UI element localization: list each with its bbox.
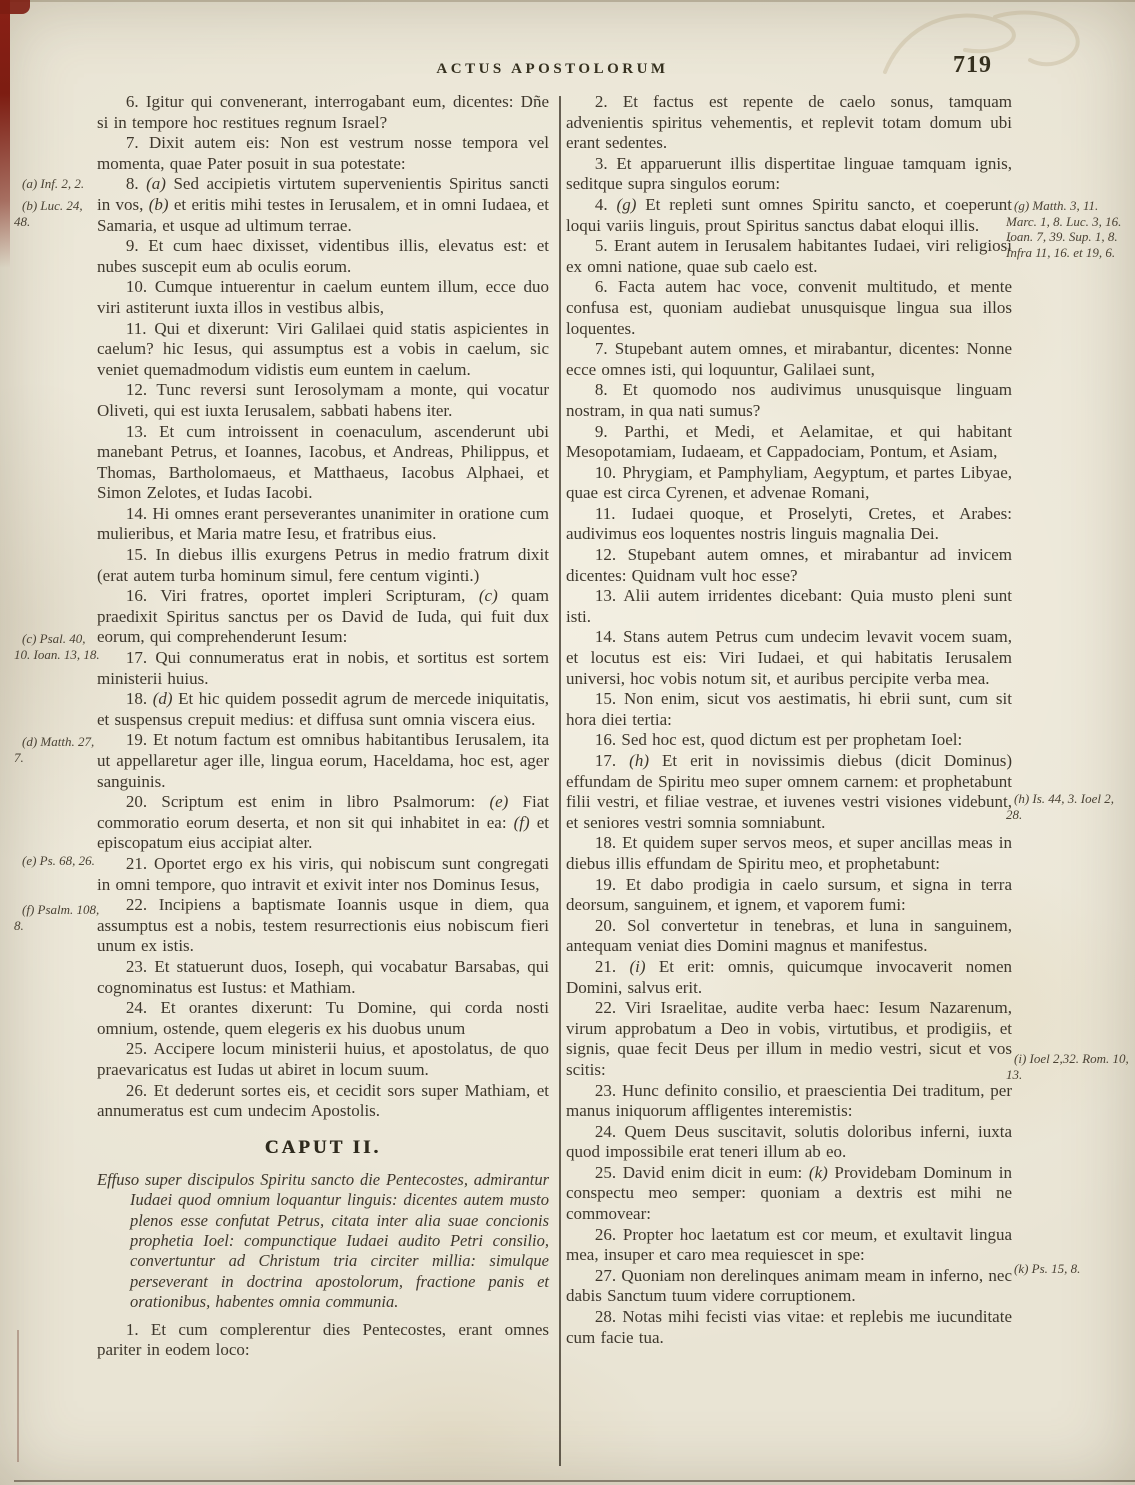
verse-paragraph: 14. Stans autem Petrus cum undecim levavit vocem suam, et locutus est eis: Viri Iudaei, et qui habitatis Ierusalem universi, hoc vobis notum sit, et auribus percipite verba mea.: [566, 627, 1012, 688]
verse-paragraph: 6. Facta autem hac voce, convenit multitudo, et mente confusa est, quoniam audiebat unusquisque lingua sua illos loquentes.: [566, 277, 1012, 338]
verse-paragraph: 15. Non enim, sicut vos aestimatis, hi ebrii sunt, cum sit hora diei tertia:: [566, 689, 1012, 729]
verse-paragraph: 26. Propter hoc laetatum est cor meum, et exultavit lingua mea, insuper et caro mea requiescet in spe:: [566, 1224, 1012, 1265]
verse-paragraph: 26. Et dederunt sortes eis, et cecidit sors super Mathiam, et annumeratus est cum undecim Apostolis.: [97, 1080, 549, 1121]
verse-paragraph: 6. Igitur qui convenerant, interrogabant eum, dicentes: Dñe si in tempore hoc restitues regnum Israel?: [97, 92, 549, 132]
scan-left-crease: [17, 1330, 19, 1462]
verse-paragraph: 20. Sol convertetur in tenebras, et luna in sanguinem, antequam veniat dies Domini magnus et manifestus.: [566, 915, 1012, 956]
column-divider-rule: [559, 96, 561, 1466]
acts1-verse-list: [97, 92, 549, 1122]
running-header: [95, 60, 1010, 78]
acts2-verse-list-continued: [566, 92, 1012, 1348]
right-text-column: [566, 92, 1012, 1348]
verse-paragraph: 17. Qui connumeratus erat in nobis, et sortitus est sortem ministerii huius.: [97, 648, 549, 688]
margin-note-f: (f) Psalm. 108, 8.: [14, 902, 100, 933]
verse-paragraph: 20. Scriptum est enim in libro Psalmorum: (e) Fiat commoratio eorum deserta, et non sit qui inhabitet in ea: (f) et episcopatum eius accipiat alter.: [97, 792, 549, 853]
verse-paragraph: 19. Et notum factum est omnibus habitantibus Ierusalem, ita ut appellaretur ager ille, lingua eorum, Haceldama, hoc est, ager sanguinis.: [97, 730, 549, 791]
verse-paragraph: 12. Tunc reversi sunt Ierosolymam a monte, qui vocatur Oliveti, qui est iuxta Ierusalem, sabbati habens iter.: [97, 380, 549, 420]
scan-red-edge-mark: [0, 0, 10, 268]
verse-paragraph: 18. Et quidem super servos meos, et super ancillas meas in diebus illis effundam de Spiritu meo, et prophetabunt:: [566, 833, 1012, 873]
chapter-heading: CAPUT II.: [264, 1136, 382, 1158]
verse-paragraph: 16. Sed hoc est, quod dictum est per prophetam Ioel:: [594, 730, 963, 750]
verse-paragraph: 9. Parthi, et Medi, et Aelamitae, et qui habitant Mesopotamiam, Iudaeam, et Cappadociam, Pontum, et Asiam,: [566, 421, 1012, 462]
verse-paragraph: 13. Et cum introissent in coenaculum, ascenderunt ubi manebant Petrus, et Ioannes, Iacobus, et Andreas, Philippus, et Thomas, Bartholomaeus, et Matthaeus, Iacobus Alphaei, et Simon Zelotes, et Iudas Iacobi.: [97, 421, 549, 503]
verse-paragraph: 14. Hi omnes erant perseverantes unanimiter in oratione cum mulieribus, et Maria matre Iesu, et fratribus eius.: [97, 503, 549, 544]
verse-paragraph: 24. Et orantes dixerunt: Tu Domine, qui corda nosti omnium, ostende, quem elegeris ex his duobus unum: [97, 998, 549, 1038]
verse-paragraph: 18. (d) Et hic quidem possedit agrum de mercede iniquitatis, et suspensus crepuit medius: et diffusa sunt omnia viscera eius.: [97, 689, 549, 729]
verse-paragraph: 22. Viri Israelitae, audite verba haec: Iesum Nazarenum, virum approbatum a Deo in vobis, virtutibus, et prodigiis, et signis, quae fecit Deus per illum in medio vestri, sicut et vos scitis:: [566, 998, 1012, 1079]
scan-red-corner-mark: [0, 0, 30, 14]
verse-paragraph: 8. (a) Sed accipietis virtutem supervenientis Spiritus sancti in vos, (b) et eritis mihi testes in Ierusalem, et in omni Iudaea, et Samaria, et usque ad ultimum terrae.: [97, 174, 549, 235]
verse-paragraph: 7. Stupebant autem omnes, et mirabantur, dicentes: Nonne ecce omnes isti, qui loquuntur, Galilaei sunt,: [566, 339, 1012, 379]
verse-paragraph: 5. Erant autem in Ierusalem habitantes Iudaei, viri religiosi ex omni natione, quae sub caelo est.: [566, 236, 1012, 276]
verse-paragraph: 28. Notas mihi fecisti vias vitae: et replebis me iucunditate cum facie tua.: [566, 1307, 1012, 1347]
verse-paragraph: 25. Accipere locum ministerii huius, et apostolatus, de quo praevaricatus est Iudas ut abiret in locum suum.: [97, 1039, 549, 1079]
margin-note-b: (b) Luc. 24, 48.: [14, 198, 83, 229]
verse-paragraph: 2. Et factus est repente de caelo sonus, tamquam advenientis spiritus vehementis, et replevit totam domum ubi erant sedentes.: [566, 92, 1012, 153]
verse-paragraph: 17. (h) Et erit in novissimis diebus (dicit Dominus) effundam de Spiritu meo super omnem carnem: et prophetabunt filii vestri, et filiae vestrae, et iuvenes vestri visiones videbunt, et seniores vestri somnia somniabunt.: [566, 751, 1013, 832]
margin-note-k: (k) Ps. 15, 8.: [1014, 1261, 1081, 1276]
margin-note-i: (i) Ioel 2,32. Rom. 10, 13.: [1006, 1051, 1129, 1082]
verse-paragraph: 8. Et quomodo nos audivimus unusquisque linguam nostram, in qua nati sumus?: [566, 380, 1012, 420]
verse-paragraph: 1. Et cum complerentur dies Pentecostes, erant omnes pariter in eodem loco:: [97, 1319, 549, 1360]
margin-note-e: (e) Ps. 68, 26.: [22, 853, 95, 868]
page-number: 719: [953, 52, 992, 78]
verse-paragraph: 23. Et statuerunt duos, Ioseph, qui vocabatur Barsabas, qui cognominatus est Iustus: et Mathiam.: [97, 956, 549, 997]
margin-note-g: (g) Matth. 3, 11. Marc. 1, 8. Luc. 3, 16. Ioan. 7, 39. Sup. 1, 8. Infra 11, 16. et 19, 6.: [1006, 198, 1122, 260]
verse-paragraph: 3. Et apparuerunt illis dispertitae linguae tamquam ignis, seditque supra singulos eorum:: [566, 153, 1012, 194]
verse-paragraph: 21. Oportet ergo ex his viris, qui nobiscum sunt congregati in omni tempore, quo intravit et exivit inter nos Dominus Iesus,: [97, 853, 549, 894]
scan-bottom-edge: [14, 1480, 1135, 1482]
verse-paragraph: 21. (i) Et erit: omnis, quicumque invocaverit nomen Domini, salvus erit.: [566, 956, 1012, 997]
page-header-title: ACTUS APOSTOLORUM: [436, 61, 669, 77]
margin-note-a: (a) Inf. 2, 2.: [22, 176, 85, 191]
verse-paragraph: 19. Et dabo prodigia in caelo sursum, et signa in terra deorsum, sanguinem, et ignem, et vaporem fumi:: [566, 874, 1012, 915]
verse-paragraph: 22. Incipiens a baptismate Ioannis usque in diem, qua assumptus est a nobis, testem resurrectionis eius nobiscum fieri unum ex istis.: [97, 895, 549, 956]
verse-paragraph: 13. Alii autem irridentes dicebant: Quia musto pleni sunt isti.: [566, 586, 1012, 626]
verse-paragraph: 10. Cumque intuerentur in caelum euntem illum, ecce duo viri astiterunt iuxta illos in vestibus albis,: [97, 277, 549, 317]
verse-paragraph: 9. Et cum haec dixisset, videntibus illis, elevatus est: et nubes suscepit eum ab oculis eorum.: [97, 236, 549, 276]
left-text-column: [97, 92, 549, 1361]
verse-paragraph: 25. David enim dicit in eum: (k) Providebam Dominum in conspectu meo semper: quoniam a dextris est mihi ne commovear:: [566, 1162, 1012, 1224]
margin-note-d: (d) Matth. 27, 7.: [14, 734, 95, 765]
verse-paragraph: 7. Dixit autem eis: Non est vestrum nosse tempora vel momenta, quae Pater posuit in sua potestate:: [97, 133, 549, 173]
verse-paragraph: 23. Hunc definito consilio, et praescientia Dei traditum, per manus iniquorum affligentes interemistis:: [566, 1080, 1012, 1121]
verse-paragraph: 16. Viri fratres, oportet impleri Scripturam, (c) quam praedixit Spiritus sanctus per os David de Iuda, qui fuit dux eorum, qui comprehenderunt Iesum:: [97, 586, 549, 647]
verse-paragraph: 11. Qui et dixerunt: Viri Galilaei quid statis aspicientes in caelum? hic Iesus, qui assumptus est a vobis in caelum, sic veniet quemadmodum vidistis eum euntem in caelum.: [97, 318, 549, 379]
verse-paragraph: 11. Iudaei quoque, et Proselyti, Cretes, et Arabes: audivimus eos loquentes nostris linguis magnalia Dei.: [566, 503, 1012, 544]
acts2-verse-list: [97, 1320, 549, 1361]
chapter-argument: Effuso super discipulos Spiritu sancto die Pentecostes, admirantur Iudaei quod omnium loquantur linguis: dicentes autem musto plenos esse confutat Petrus, citata inter alia suae concionis prophetia Ioel: compunctique Iudaei audito Petri consilio, convertuntur ad Christum tria circiter millia: simulque perseverant in doctrina apostolorum, fractione panis et orationibus, habentes omnia communia.: [97, 1169, 549, 1312]
verse-paragraph: 10. Phrygiam, et Pamphyliam, Aegyptum, et partes Libyae, quae est circa Cyrenen, et advenae Romani,: [566, 462, 1012, 503]
verse-paragraph: 15. In diebus illis exurgens Petrus in medio fratrum dixit (erat autem turba hominum simul, fere centum viginti.): [97, 545, 549, 585]
verse-paragraph: 12. Stupebant autem omnes, et mirabantur ad invicem dicentes: Quidnam vult hoc esse?: [566, 545, 1012, 585]
margin-note-h: (h) Is. 44, 3. Ioel 2, 28.: [1006, 791, 1115, 822]
verse-paragraph: 24. Quem Deus suscitavit, solutis doloribus inferni, iuxta quod impossibile erat teneri illum ab eo.: [566, 1121, 1012, 1162]
verse-paragraph: 27. Quoniam non derelinques animam meam in inferno, nec dabis Sanctum tuum videre corruptionem.: [566, 1265, 1012, 1306]
margin-note-c: (c) Psal. 40, 10. Ioan. 13, 18.: [14, 631, 100, 662]
verse-paragraph: 4. (g) Et repleti sunt omnes Spiritu sancto, et coeperunt loqui variis linguis, prout Spiritus sanctus dabat eloqui illis.: [566, 194, 1012, 235]
